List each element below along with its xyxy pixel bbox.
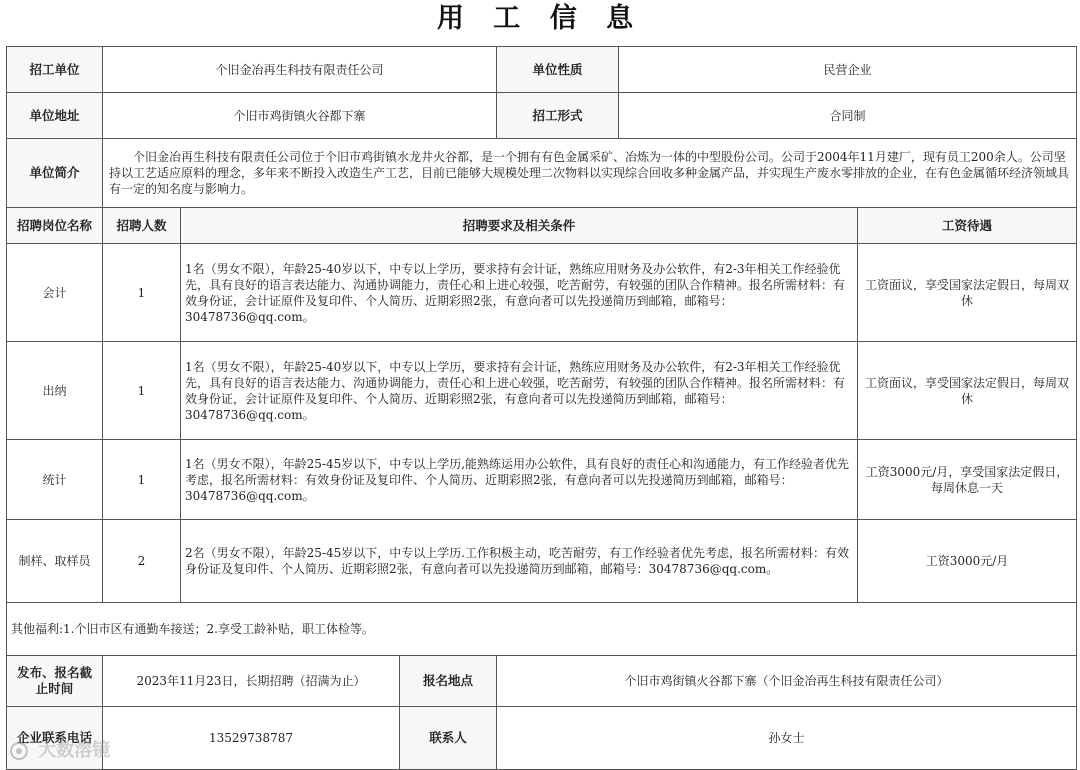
job-requirements: 2名（男女不限），年龄25-45岁以下，中专以上学历.工作积极主动，吃苦耐劳，有工作经验者优先考虑，报名所需材料：有效身份证及复印件、个人简历、近期彩照2张，有意向者可以先投递简历到邮箱，邮箱号：30478736@qq.com。 (181, 520, 858, 603)
phone-value: 13529738787 (103, 707, 400, 770)
contact-value: 孙女士 (497, 707, 1077, 770)
unit-value: 个旧金冶再生科技有限责任公司 (103, 47, 497, 93)
job-count: 1 (103, 244, 181, 342)
form-value: 合同制 (619, 93, 1077, 139)
job-salary: 工资3000元/月 (858, 520, 1077, 603)
form-label: 招工形式 (497, 93, 619, 139)
job-row (7, 342, 1077, 440)
job-requirements: 1名（男女不限），年龄25-40岁以下，中专以上学历，要求持有会计证，熟练应用财务及办公软件，有2-3年相关工作经验优先，具有良好的语言表达能力、沟通协调能力，责任心和上进心较强，吃苦耐劳，有较强的团队合作精神。报名所需材料：有效身份证，会计证原件及复印件、个人简历、近期彩照2张，有意向者可以先投递简历到邮箱，邮箱号：30478736@qq.com。 (181, 342, 858, 440)
job-position: 统计 (7, 440, 103, 520)
address-label: 单位地址 (7, 93, 103, 139)
header-requirements: 招聘要求及相关条件 (181, 208, 858, 244)
page-title: 用 工 信 息 (436, 3, 644, 34)
header-salary: 工资待遇 (858, 208, 1077, 244)
nature-label: 单位性质 (497, 47, 619, 93)
job-row (7, 440, 1077, 520)
deadline-value: 2023年11月23日，长期招聘（招满为止） (103, 656, 400, 707)
job-salary: 工资面议，享受国家法定假日，每周双休 (858, 342, 1077, 440)
intro-label: 单位简介 (7, 139, 103, 208)
job-row (7, 520, 1077, 603)
address-value: 个旧市鸡街镇火谷都下寨 (103, 93, 497, 139)
job-position: 出纳 (7, 342, 103, 440)
nature-value: 民营企业 (619, 47, 1077, 93)
unit-label: 招工单位 (7, 47, 103, 93)
contact-label: 联系人 (400, 707, 497, 770)
job-count: 1 (103, 440, 181, 520)
location-value: 个旧市鸡街镇火谷都下寨（个旧金冶再生科技有限责任公司） (497, 656, 1077, 707)
job-count: 1 (103, 342, 181, 440)
job-salary: 工资3000元/月，享受国家法定假日，每周休息一天 (858, 440, 1077, 520)
deadline-label: 发布、报名截止时间 (7, 656, 103, 707)
job-count: 2 (103, 520, 181, 603)
location-label: 报名地点 (400, 656, 497, 707)
job-row (7, 244, 1077, 342)
phone-label: 企业联系电话 (7, 707, 103, 770)
job-position: 会计 (7, 244, 103, 342)
job-requirements: 1名（男女不限），年龄25-40岁以下，中专以上学历，要求持有会计证，熟练应用财务及办公软件，有2-3年相关工作经验优先，具有良好的语言表达能力、沟通协调能力，责任心和上进心较强，吃苦耐劳，有较强的团队合作精神。报名所需材料：有效身份证，会计证原件及复印件、个人简历、近期彩照2张，有意向者可以先投递简历到邮箱，邮箱号：30478736@qq.com。 (181, 244, 858, 342)
job-salary: 工资面议，享受国家法定假日，每周双休 (858, 244, 1077, 342)
job-requirements: 1名（男女不限），年龄25-45岁以下，中专以上学历,能熟练运用办公软件，具有良好的责任心和沟通能力，有工作经验者优先考虑，报名所需材料：有效身份证及复印件、个人简历、近期彩照2张，有意向者可以先投递简历到邮箱，邮箱号：30478736@qq.com。 (181, 440, 858, 520)
intro-text: 个旧金冶再生科技有限责任公司位于个旧市鸡街镇水龙井火谷都，是一个拥有有色金属采矿、冶炼为一体的中型股份公司。公司于2004年11月建厂，现有员工200余人。公司坚持以工艺适应原料的理念，多年来不断投入改造生产工艺，目前已能够大规模处理二次物料以实现综合回收多种金属产品，并实现生产废水零排放的企业，在有色金属循环经济领域具有一定的知名度与影响力。 (103, 139, 1077, 208)
header-count: 招聘人数 (103, 208, 181, 244)
recruitment-table (6, 46, 1077, 770)
job-position: 制样、取样员 (7, 520, 103, 603)
header-position: 招聘岗位名称 (7, 208, 103, 244)
watermark-text: 大数溶镜 (38, 740, 111, 761)
benefits-text: 其他福利:1.个旧市区有通勤车接送；2.享受工龄补贴，职工体检等。 (7, 603, 1077, 656)
